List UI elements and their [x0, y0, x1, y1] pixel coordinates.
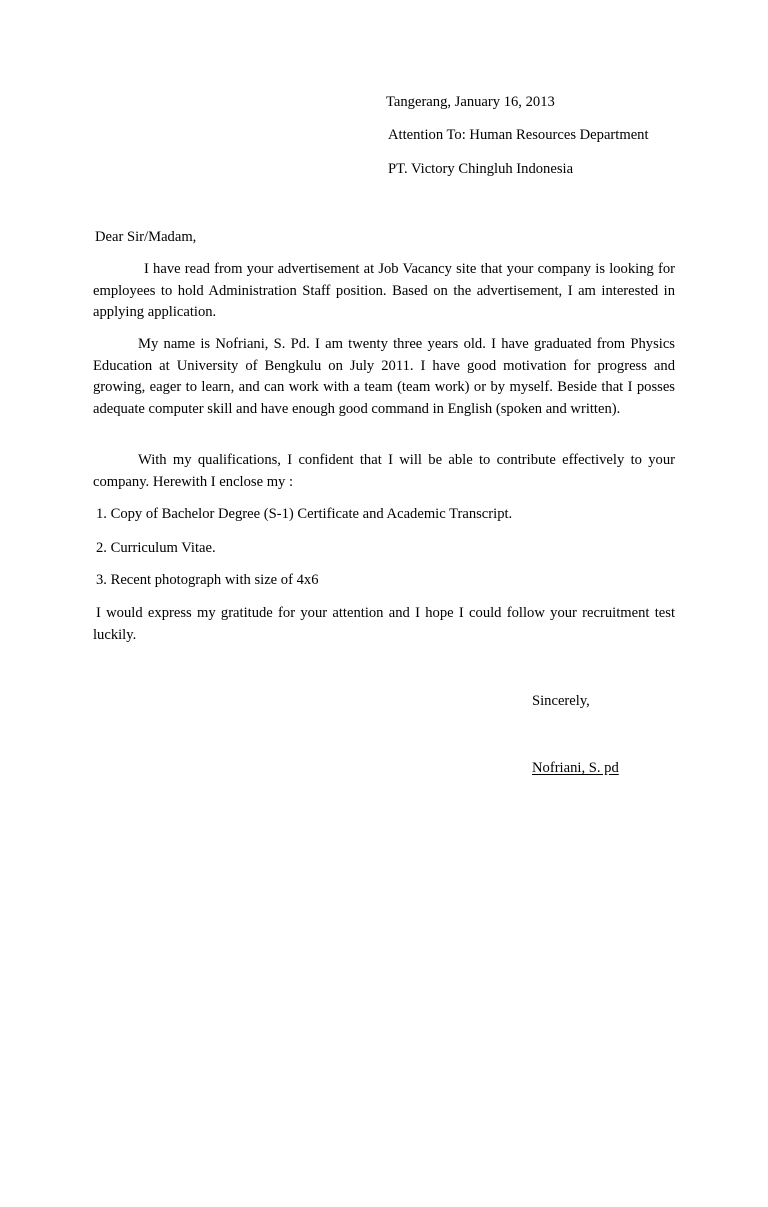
salutation: Dear Sir/Madam, [95, 229, 197, 245]
enclosure-item: 3. Recent photograph with size of 4x6 [96, 572, 319, 588]
closing-sincerely: Sincerely, [532, 693, 590, 709]
signature-name: Nofriani, S. pd [532, 760, 619, 776]
enclosure-item: 1. Copy of Bachelor Degree (S-1) Certificate and Academic Transcript. [96, 506, 513, 522]
paragraph-profile: My name is Nofriani, S. Pd. I am twenty three years old. I have graduated from Physics Education at University of Bengkulu on July 2011. I have good motivation for progress and growing, eager to learn, and can work with a team (team work) or by myself. Beside that I posses adequate computer skill and have enough good command in English (spoken and written). [93, 336, 675, 417]
paragraph-intro: I have read from your advertisement at Job Vacancy site that your company is looking for employees to hold Administration Staff position. Based on the advertisement, I am interested in applying application. [93, 261, 675, 320]
attention-line: Attention To: Human Resources Department [388, 127, 649, 143]
paragraph-qualifications: With my qualifications, I confident that I will be able to contribute effectively to your company. Herewith I enclose my : [93, 452, 675, 490]
place-date: Tangerang, January 16, 2013 [386, 94, 555, 110]
closing-paragraph: I would express my gratitude for your attention and I hope I could follow your recruitment test luckily. [93, 605, 675, 643]
company-name: PT. Victory Chingluh Indonesia [388, 161, 574, 177]
enclosure-item: 2. Curriculum Vitae. [96, 540, 216, 556]
